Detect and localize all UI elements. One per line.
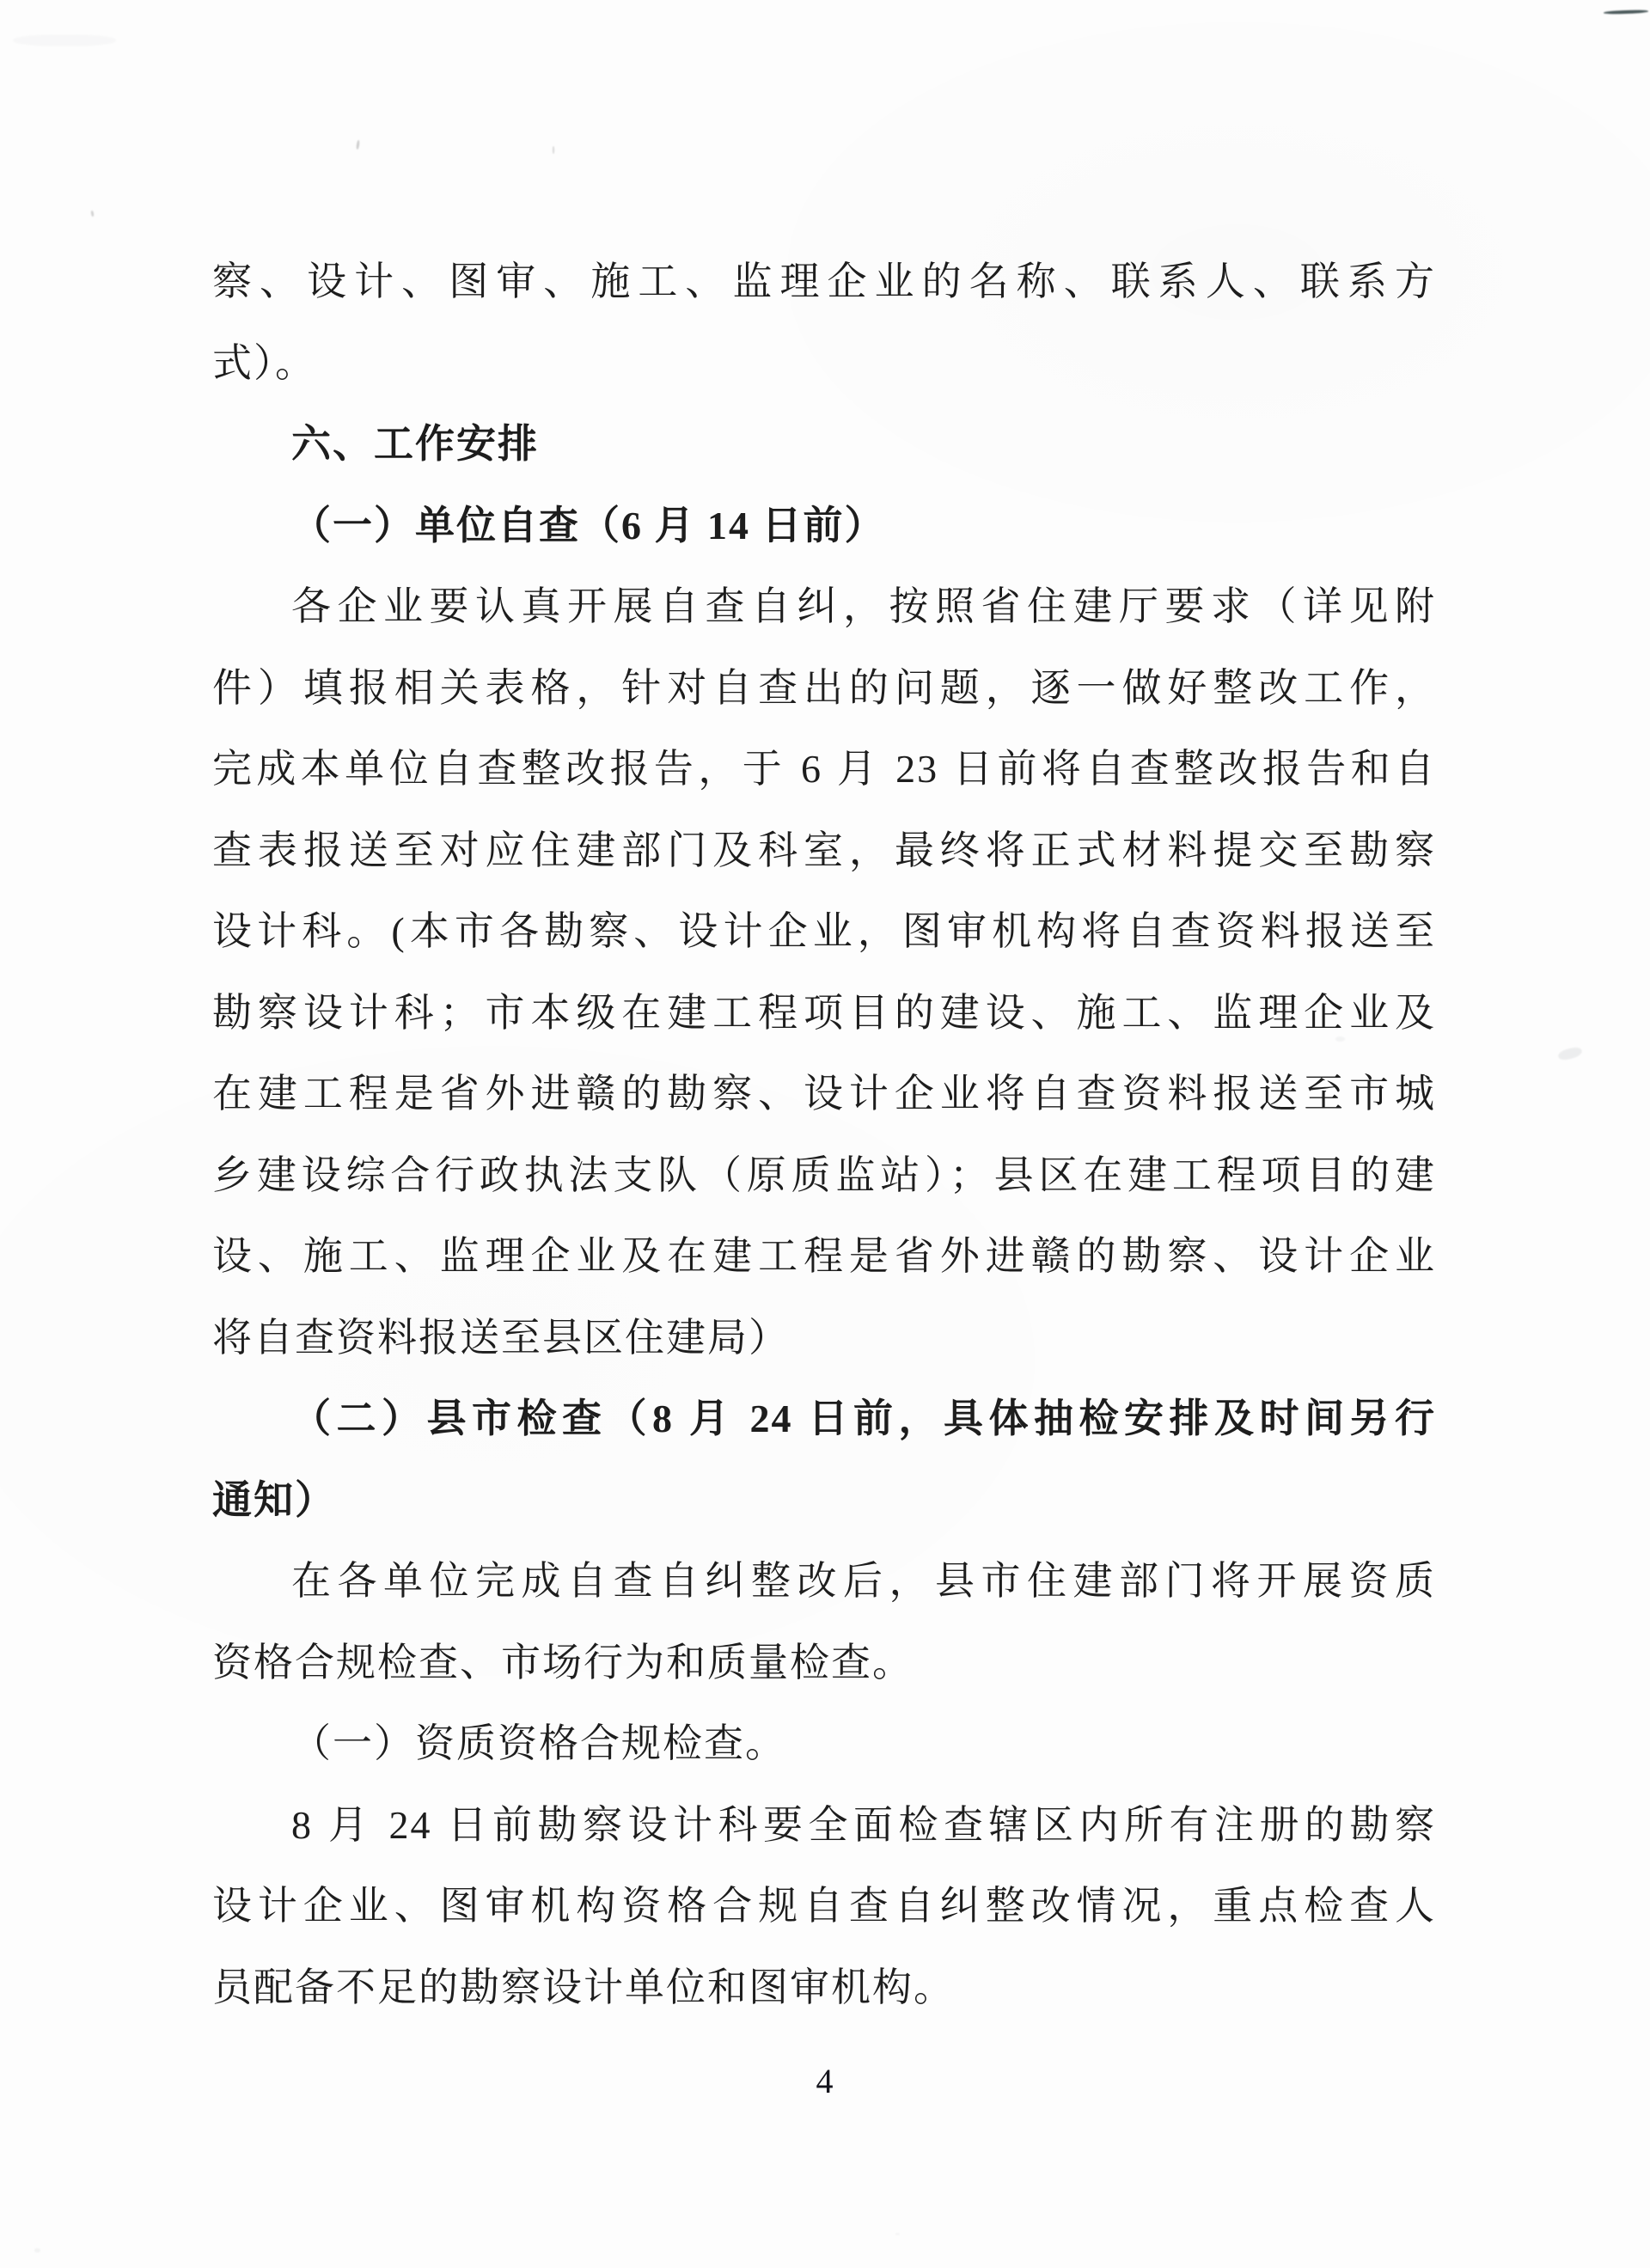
text-line-13: 设、施工、监理企业及在建工程是省外进赣的勘察、设计企业 [212, 1234, 1436, 1278]
text-line-18: 资格合规检查、市场行为和质量检查。 [212, 1640, 914, 1684]
text-line-14: 将自查资料报送至县区住建局） [212, 1315, 790, 1360]
scan-artifact-5 [90, 211, 94, 217]
text-line-11: 在建工程是省外进赣的勘察、设计企业将自查资料报送至市城 [212, 1072, 1436, 1116]
scan-artifact-6 [1557, 1046, 1583, 1062]
text-line-6: 件）填报相关表格，针对自查出的问题，逐一做好整改工作， [212, 665, 1436, 710]
text-line-17: 在各单位完成自查自纠整改后，县市住建部门将开展资质 [291, 1559, 1436, 1603]
scan-artifact-2 [13, 34, 116, 46]
text-line-16: 通知） [212, 1477, 336, 1522]
text-line-21: 设计企业、图审机构资格合规自查自纠整改情况，重点检查人 [212, 1884, 1436, 1928]
text-line-3: 六、工作安排 [291, 422, 539, 466]
document-body [212, 241, 1436, 2028]
text-line-1: 察、设计、图审、施工、监理企业的名称、联系人、联系方 [212, 260, 1436, 303]
text-line-10: 勘察设计科；市本级在建工程项目的建设、施工、监理企业及 [212, 990, 1436, 1035]
text-line-5: 各企业要认真开展自查自纠，按照省住建厅要求（详见附 [291, 584, 1436, 628]
text-line-12: 乡建设综合行政执法支队（原质监站）；县区在建工程项目的建 [212, 1152, 1436, 1197]
text-line-20: 8 月 24 日前勘察设计科要全面检查辖区内所有注册的勘察 [291, 1802, 1436, 1847]
text-line-9: 设计科。(本市各勘察、设计企业，图审机构将自查资料报送至 [212, 909, 1436, 953]
text-line-15: （二）县市检查（8 月 24 日前，具体抽检安排及时间另行 [291, 1397, 1436, 1440]
text-line-4: （一）单位自查（6 月 14 日前） [291, 503, 886, 547]
text-line-22: 员配备不足的勘察设计单位和图审机构。 [212, 1965, 955, 2009]
text-line-8: 查表报送至对应住建部门及科室，最终将正式材料提交至勘察 [212, 828, 1436, 872]
scan-artifact-8 [34, 2248, 40, 2253]
text-line-19: （一）资质资格合规检查。 [291, 1721, 786, 1765]
scan-artifact-4 [553, 146, 554, 154]
text-line-7: 完成本单位自查整改报告，于 6 月 23 日前将自查整改报告和自 [212, 747, 1436, 791]
page-number: 4 [816, 2062, 834, 2100]
text-line-2: 式）。 [212, 340, 316, 385]
scan-artifact-3 [356, 140, 360, 150]
scan-artifact-1 [1604, 9, 1648, 15]
scan-artifact-9 [895, 2233, 900, 2235]
